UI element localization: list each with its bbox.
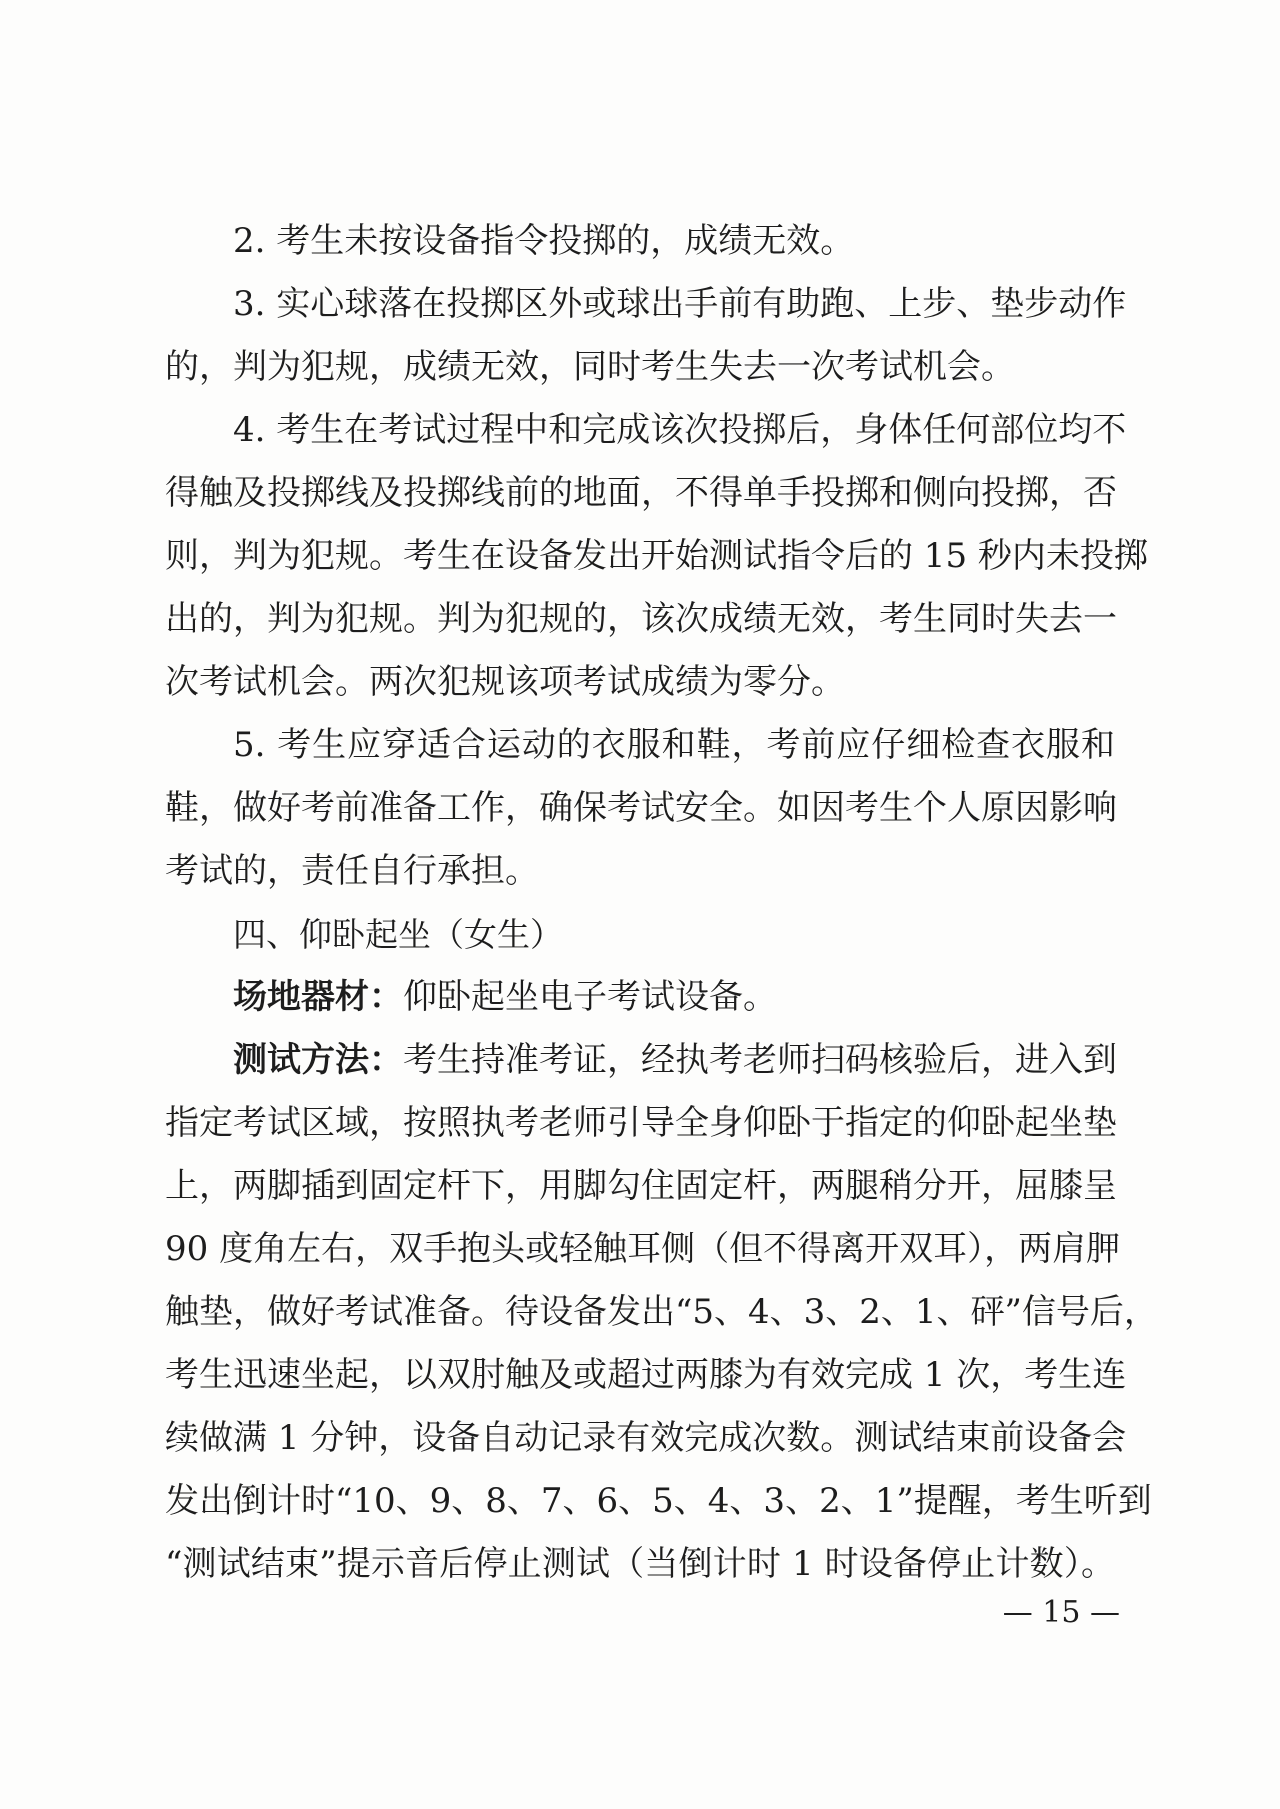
paragraph-4-line-4: 出的，判为犯规。判为犯规的，该次成绩无效，考生同时失去一 (165, 599, 1117, 639)
paragraph-5-line-3: 考试的，责任自行承担。 (165, 851, 539, 891)
method-line-3: 上，两脚插到固定杆下，用脚勾住固定杆，两腿稍分开，屈膝呈 (165, 1166, 1117, 1206)
paragraph-3-line-1: 3. 实心球落在投掷区外或球出手前有助跑、上步、垫步动作 (233, 284, 1127, 324)
paragraph-5-line-2: 鞋，做好考前准备工作，确保考试安全。如因考生个人原因影响 (165, 788, 1117, 828)
paragraph-2-line-1: 2. 考生未按设备指令投掷的，成绩无效。 (233, 221, 855, 261)
method-line-6: 考生迅速坐起，以双肘触及或超过两膝为有效完成 1 次，考生连 (165, 1355, 1127, 1395)
equipment-label: 场地器材： (233, 977, 403, 1017)
paragraph-4-line-5: 次考试机会。两次犯规该项考试成绩为零分。 (165, 662, 845, 702)
method-line-1-text: 考生持准考证，经执考老师扫码核验后，进入到 (403, 1040, 1117, 1080)
equipment-line (165, 966, 1115, 1029)
paragraph-5-line-1: 5. 考生应穿适合运动的衣服和鞋，考前应仔细检查衣服和 (233, 725, 1115, 765)
paragraph-3-line-2: 的，判为犯规，成绩无效，同时考生失去一次考试机会。 (165, 347, 1015, 387)
document-body (165, 210, 1158, 1596)
method-line-5: 触垫，做好考试准备。待设备发出“5、4、3、2、1、砰”信号后， (165, 1292, 1158, 1332)
method-label: 测试方法： (233, 1040, 403, 1080)
section-heading: 四、仰卧起坐（女生） (233, 915, 563, 954)
method-line-2: 指定考试区域，按照执考老师引导全身仰卧于指定的仰卧起坐垫 (165, 1103, 1117, 1143)
method-line-1 (165, 1029, 1115, 1092)
method-line-8: 发出倒计时“10、9、8、7、6、5、4、3、2、1”提醒，考生听到 (165, 1481, 1152, 1521)
method-line-9: “测试结束”提示音后停止测试（当倒计时 1 时设备停止计数）。 (165, 1544, 1115, 1584)
equipment-text: 仰卧起坐电子考试设备。 (403, 977, 777, 1017)
method-line-7: 续做满 1 分钟，设备自动记录有效完成次数。测试结束前设备会 (165, 1418, 1127, 1458)
paragraph-4-line-1: 4. 考生在考试过程中和完成该次投掷后，身体任何部位均不 (233, 410, 1127, 450)
page-number: — 15 — (1002, 1595, 1120, 1630)
paragraph-4-line-2: 得触及投掷线及投掷线前的地面，不得单手投掷和侧向投掷，否 (165, 473, 1117, 513)
method-line-4: 90 度角左右，双手抱头或轻触耳侧（但不得离开双耳），两肩胛 (165, 1229, 1121, 1269)
paragraph-4-line-3: 则，判为犯规。考生在设备发出开始测试指令后的 15 秒内未投掷 (165, 536, 1148, 576)
